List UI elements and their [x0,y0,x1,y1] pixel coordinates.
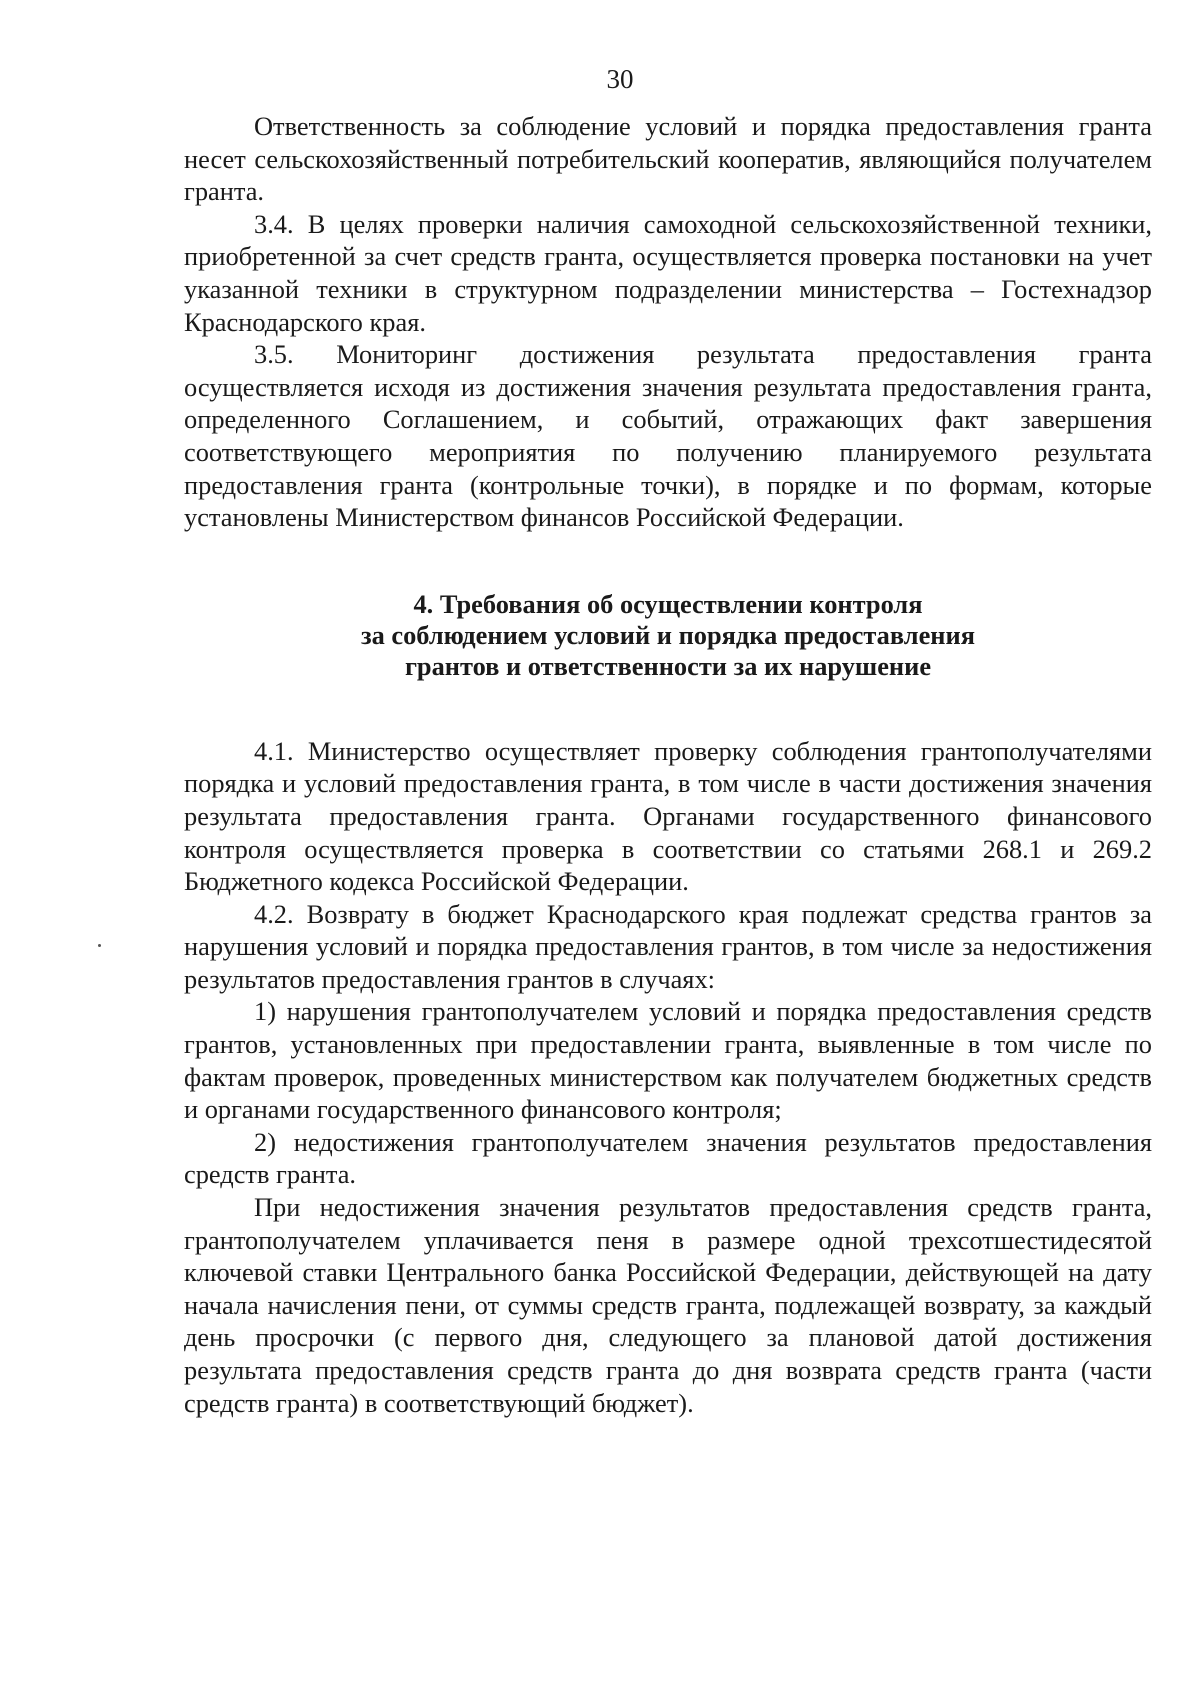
scan-speck [98,944,101,947]
section-heading-line-2: за соблюдением условий и порядка предоставления [361,619,975,650]
paragraph-3-5: 3.5. Мониторинг достижения результата предоставления гранта осуществляется исходя из достижения значения результата предоставления гранта, определенного Соглашением, и событий, отражающих факт завершения соответствующего мероприятия по получению планируемого результата предоставления гранта (контрольные точки), в порядке и по формам, которые установлены Министерством финансов Российской Федерации. [184,339,1152,533]
paragraph-4-2-item-2: 2) недостижения грантополучателем значения результатов предоставления средств гранта. [184,1126,1152,1190]
section-heading-line-1: 4. Требования об осуществлении контроля [413,588,923,619]
paragraph-4-2: 4.2. Возврату в бюджет Краснодарского края подлежат средства грантов за нарушения условий и порядка предоставления грантов, в том числе за недостижения результатов предоставления грантов в случаях: [184,898,1152,994]
section-heading-line-3: грантов и ответственности за их нарушение [404,650,932,681]
section-heading [184,589,1152,682]
paragraph-4-1: 4.1. Министерство осуществляет проверку соблюдения грантополучателями порядка и условий предоставления гранта, в том числе в части достижения значения результата предоставления гранта. Органами государственного финансового контроля осуществляется проверка в соответствии со статьями 268.1 и 269.2 Бюджетного кодекса Российской Федерации. [184,735,1152,897]
page-number: 30 [606,64,634,94]
paragraph-4-2-item-1: 1) нарушения грантополучателем условий и порядка предоставления средств грантов, установленных при предоставлении гранта, выявленные в том числе по фактам проверок, проведенных министерством как получателем бюджетных средств и органами государственного финансового контроля; [184,996,1152,1125]
paragraph-3-4: 3.4. В целях проверки наличия самоходной сельскохозяйственной техники, приобретенной за счет средств гранта, осуществляется проверка постановки на учет указанной техники в структурном подразделении министерства – Гостехнадзор Краснодарского края. [184,208,1152,337]
paragraph-penalty: При недостижения значения результатов предоставления средств гранта, грантополучателем уплачивается пеня в размере одной трехсотшестидесятой ключевой ставки Центрального банка Российской Федерации, действующей на дату начала начисления пени, от суммы средств гранта, подлежащей возврату, за каждый день просрочки (с первого дня, следующего за плановой датой достижения результата предоставления средств гранта до дня возврата средств гранта (части средств гранта) в соответствующий бюджет). [184,1192,1152,1418]
document-body [184,110,1152,1419]
paragraph-responsibility: Ответственность за соблюдение условий и порядка предоставления гранта несет сельскохозяйственный потребительский кооператив, являющийся получателем гранта. [184,111,1152,207]
